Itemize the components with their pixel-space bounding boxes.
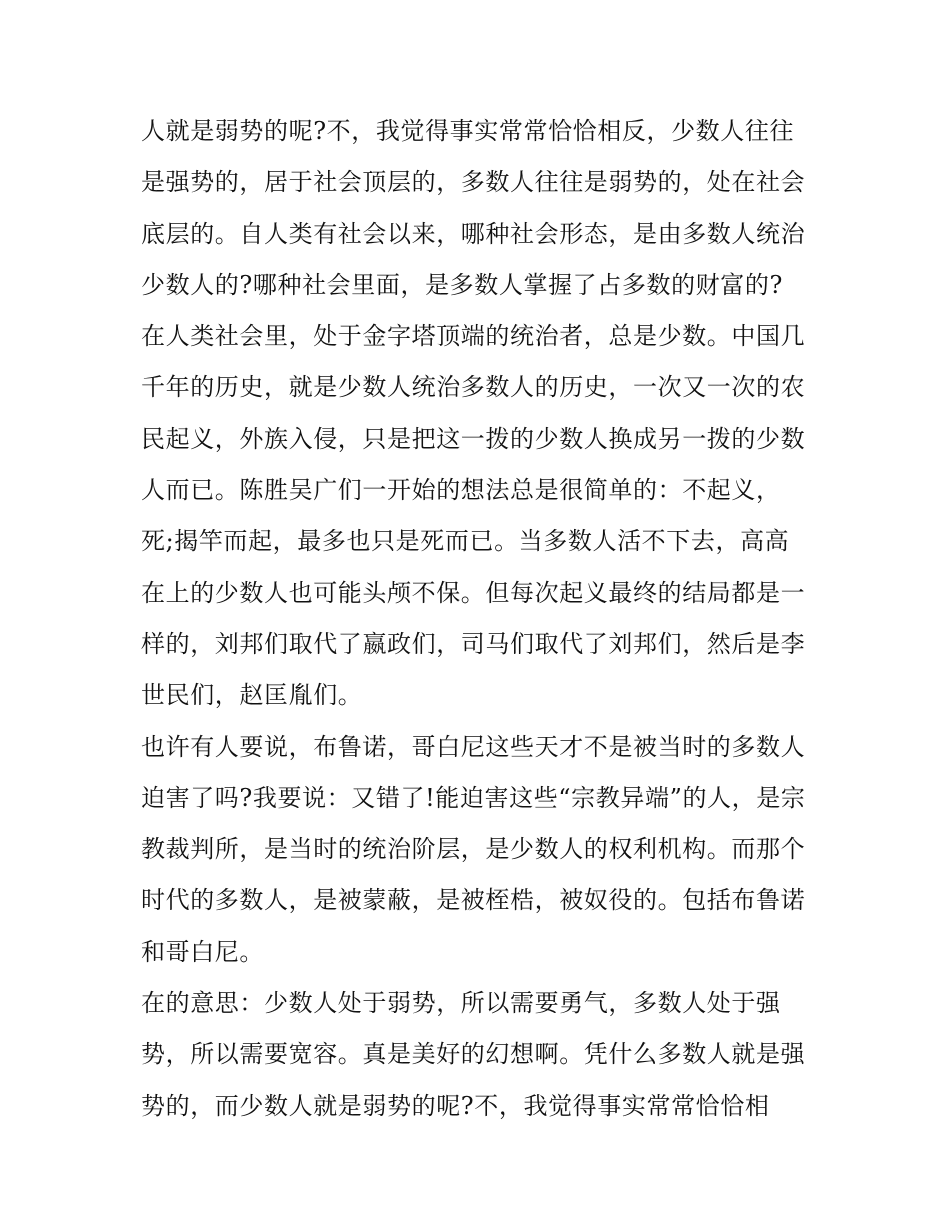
text-line: 在人类社会里，处于金字塔顶端的统治者，总是少数。中国几	[141, 322, 806, 351]
text-line: 势的，而少数人就是弱势的呢?不，我觉得事实常常恰恰相	[141, 1091, 770, 1120]
text-line: 时代的多数人，是被蒙蔽，是被桎梏，被奴役的。包括布鲁诺	[141, 886, 806, 915]
text-line: 少数人的?哪种社会里面，是多数人掌握了占多数的财富的?	[141, 270, 783, 299]
text-line: 在上的少数人也可能头颅不保。但每次起义最终的结局都是一	[141, 578, 806, 607]
body-text	[141, 106, 821, 1132]
text-line: 底层的。自人类有社会以来，哪种社会形态，是由多数人统治	[141, 219, 806, 248]
text-line: 迫害了吗?我要说：又错了!能迫害这些“宗教异端”的人，是宗	[141, 783, 806, 812]
text-line: 教裁判所，是当时的统治阶层，是少数人的权利机构。而那个	[141, 835, 806, 864]
text-line: 千年的历史，就是少数人统治多数人的历史，一次又一次的农	[141, 373, 806, 402]
text-line: 和哥白尼。	[141, 937, 264, 966]
text-line: 人而已。陈胜吴广们一开始的想法总是很简单的：不起义，	[141, 476, 781, 505]
text-line: 死;揭竿而起，最多也只是死而已。当多数人活不下去，高高	[141, 527, 790, 556]
text-line: 也许有人要说，布鲁诺，哥白尼这些天才不是被当时的多数人	[141, 732, 806, 761]
text-line: 在的意思：少数人处于弱势，所以需要勇气，多数人处于强	[141, 989, 781, 1018]
text-line: 是强势的，居于社会顶层的，多数人往往是弱势的，处在社会	[141, 168, 806, 197]
text-line: 样的，刘邦们取代了嬴政们，司马们取代了刘邦们，然后是李	[141, 629, 806, 658]
text-line: 世民们，赵匡胤们。	[141, 681, 363, 710]
text-line: 民起义，外族入侵，只是把这一拨的少数人换成另一拨的少数	[141, 424, 806, 453]
text-line: 人就是弱势的呢?不，我觉得事实常常恰恰相反，少数人往往	[141, 117, 795, 145]
text-line: 势，所以需要宽容。真是美好的幻想啊。凭什么多数人就是强	[141, 1040, 806, 1069]
